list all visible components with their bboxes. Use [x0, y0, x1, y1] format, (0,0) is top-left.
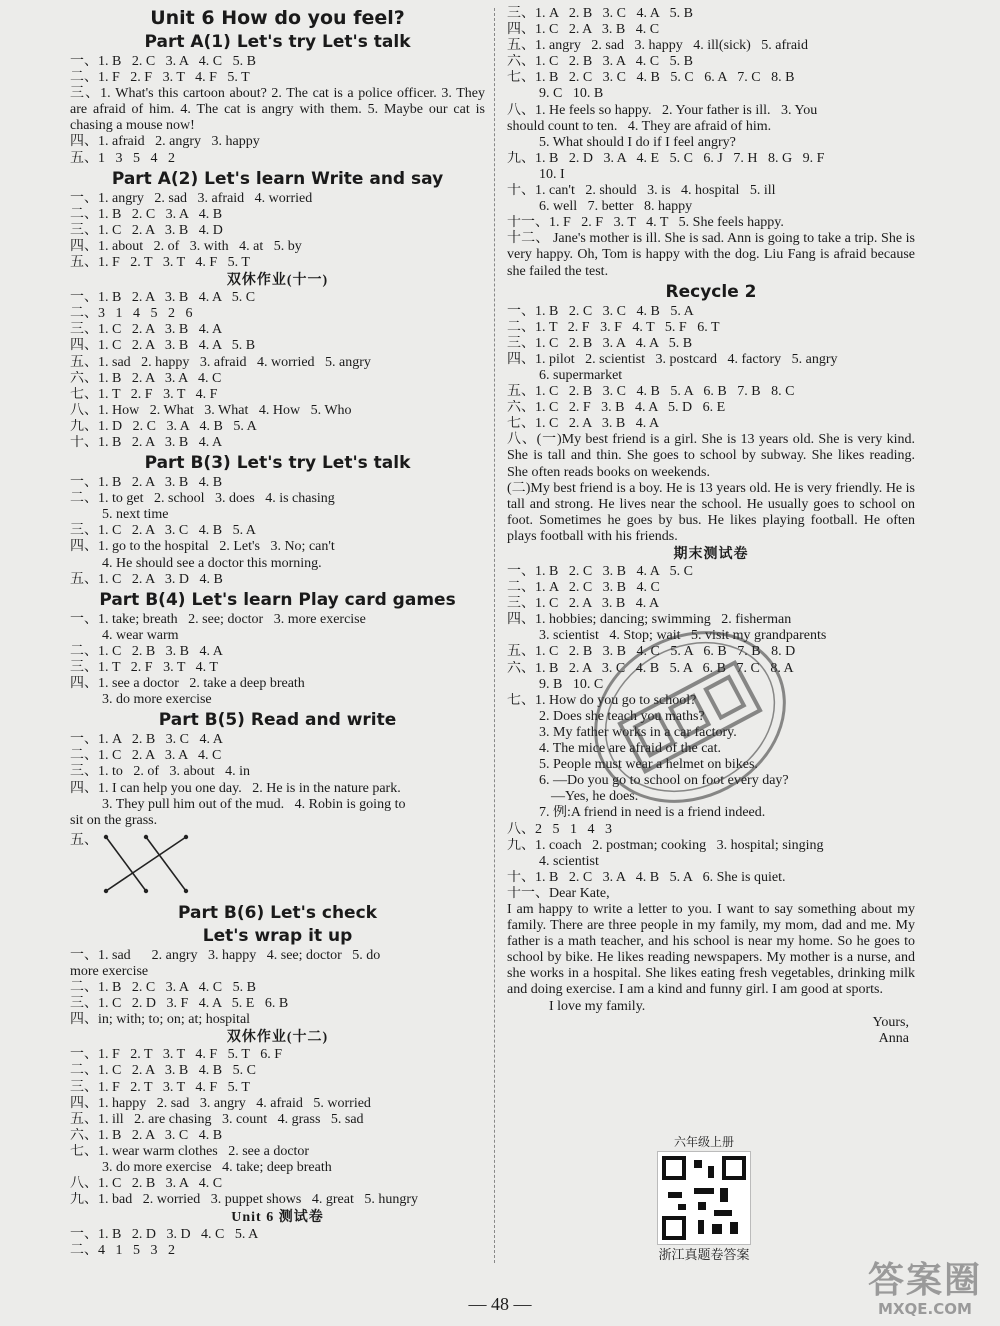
match-dot — [104, 889, 108, 893]
section-heading: Part B(5) Read and write — [158, 710, 397, 731]
answer-line: 四、1. go to the hospital 2. Let's 3. No; can't — [70, 539, 335, 555]
section-heading: Recycle 2 — [665, 281, 757, 302]
answer-line: 七、1. C 2. A 3. B 4. A — [507, 416, 660, 432]
watermark-main: 答案圈 — [867, 1260, 982, 1301]
qr-caption-bottom: 浙江真题卷答案 — [658, 1247, 750, 1262]
answer-line: 一、1. B 2. A 3. B 4. A 5. C — [70, 290, 256, 306]
answer-line: 七、1. T 2. F 3. T 4. F — [70, 386, 218, 402]
answer-line: 一、1. B 2. D 3. D 4. C 5. A — [70, 1227, 259, 1243]
letter-signoff: Yours, — [872, 1014, 909, 1030]
answer-line: 2. Does she teach you maths? — [539, 708, 705, 724]
answer-line: 二、1. F 2. F 3. T 4. F 5. T — [70, 70, 250, 86]
answer-line: 3. scientist 4. Stop; wait 5. visit my grandparents — [539, 628, 827, 644]
answer-line: 九、1. bad 2. worried 3. puppet shows 4. great 5. hungry — [70, 1192, 419, 1208]
answer-line: 3. They pull him out of the mud. 4. Robin is going to — [102, 796, 406, 812]
answer-line: 五、1 3 5 4 2 — [70, 150, 175, 166]
matching-lines — [96, 831, 266, 897]
answer-line: 五、1. angry 2. sad 3. happy 4. ill(sick) 5. afraid — [507, 38, 808, 54]
answer-line: sit on the grass. — [70, 812, 158, 828]
section-heading: Part B(4) Let's learn Play card games — [99, 589, 456, 610]
answer-line: 五、1. sad 2. happy 3. afraid 4. worried 5. angry — [70, 354, 371, 370]
match-dot — [184, 889, 188, 893]
answer-paragraph: I am happy to write a letter to you. I want to say something about my family. There are three people in my family, my mom, dad and me. My father is a math teacher, and his school is near my home. So he goes to school by bike. He likes reading newspapers. My mother is a nurse, and she works in a hospital. She likes eating fresh vegetables, drinking milk and doing exercise. I am a kind and funny girl. I am good at sports. — [507, 901, 915, 998]
qr-block — [645, 1135, 763, 1263]
answer-line: 4. The mice are afraid of the cat. — [539, 741, 722, 757]
answer-line: 4. He should see a doctor this morning. — [102, 555, 322, 571]
answer-line: 四、1. C 2. A 3. B 4. C — [507, 22, 660, 38]
answer-line: 三、1. F 2. T 3. T 4. F 5. T — [70, 1079, 250, 1095]
answer-line: 五、1. C 2. A 3. D 4. B — [70, 571, 223, 587]
answer-paragraph: (二)My best friend is a boy. He is 13 years old. He is very friendly. He is tall and strong. He lives near the school. He usually goes to school on foot. Sometimes he goes by bus. He likes playing football. He often plays football with his friends. — [507, 480, 915, 544]
page-number: — 48 — — [468, 1294, 532, 1314]
qr-caption-top: 六年级上册 — [673, 1135, 734, 1149]
answer-line: 3. do more exercise — [102, 692, 212, 708]
answer-line: 一、1. sad 2. angry 3. happy 4. see; doctor 5. do — [70, 947, 381, 963]
answer-line: 一、1. A 2. B 3. C 4. A — [70, 732, 223, 748]
answer-line: 一、1. F 2. T 3. T 4. F 5. T 6. F — [70, 1047, 282, 1063]
answer-line: 三、1. C 2. A 3. B 4. A — [70, 322, 223, 338]
answer-line: 三、1. C 2. A 3. B 4. A — [507, 596, 660, 612]
answer-line: 九、1. B 2. D 3. A 4. E 5. C 6. J 7. H 8. G 9. F — [507, 150, 825, 166]
answer-line: 3. do more exercise 4. take; deep breath — [102, 1159, 332, 1175]
answer-line: 三、1. to 2. of 3. about 4. in — [70, 764, 251, 780]
left-column — [70, 6, 485, 1259]
section-heading: Let's wrap it up — [202, 925, 353, 946]
answer-line: 八、1. He feels so happy. 2. Your father is ill. 3. You — [507, 102, 818, 118]
answer-line: 四、1. C 2. A 3. B 4. A 5. B — [70, 338, 256, 354]
answer-line: 一、1. take; breath 2. see; doctor 3. more exercise — [70, 611, 366, 627]
answer-line: 六、1. B 2. A 3. C 4. B 5. A 6. B 7. C 8. A — [507, 660, 794, 676]
answer-line: 四、1. hobbies; dancing; swimming 2. fisherman — [507, 612, 792, 628]
answer-line: 4. scientist — [539, 853, 599, 869]
answer-line: should count to ten. 4. They are afraid of him. — [507, 118, 772, 134]
answer-line: 十、1. can't 2. should 3. is 4. hospital 5. ill — [507, 183, 776, 199]
answer-line: 八、1. How 2. What 3. What 4. How 5. Who — [70, 402, 352, 418]
answer-line: 6. well 7. better 8. happy — [539, 199, 693, 215]
match-line — [106, 837, 146, 891]
answer-line: 九、1. D 2. C 3. A 4. B 5. A — [70, 418, 257, 434]
answer-paragraph: 十二、 Jane's mother is ill. She is sad. Ann is going to take a trip. She is very happy. Oh, Tom is happy with the dog. Liu Fang is afraid because she failed the test. — [507, 231, 915, 279]
answer-line: 十、1. B 2. A 3. B 4. A — [70, 434, 223, 450]
answer-line: 二、1. T 2. F 3. F 4. T 5. F 6. T — [507, 319, 720, 335]
answer-line: 三、1. C 2. A 3. B 4. D — [70, 222, 223, 238]
answer-line: 二、3 1 4 5 2 6 — [70, 306, 193, 322]
answer-line: 五、1. C 2. B 3. C 4. B 5. A 6. B 7. B 8. C — [507, 384, 795, 400]
answer-line: 5. People must wear a helmet on bikes. — [539, 757, 758, 773]
answer-line: 10. I — [539, 166, 565, 182]
column-divider — [494, 8, 495, 1263]
answer-line: 四、1. about 2. of 3. with 4. at 5. by — [70, 238, 302, 254]
match-dot — [144, 835, 148, 839]
answer-line: —Yes, he does. — [551, 789, 639, 805]
answer-line: 9. C 10. B — [539, 86, 604, 102]
right-column — [507, 6, 915, 1047]
answer-line: more exercise — [70, 963, 149, 979]
qr-code-image[interactable] — [657, 1151, 751, 1245]
section-heading: 双休作业(十一) — [226, 273, 329, 289]
answer-line: 9. B 10. C — [539, 676, 604, 692]
answer-line: 四、1. see a doctor 2. take a deep breath — [70, 676, 305, 692]
answer-line: 十一、1. F 2. F 3. T 4. T 5. She feels happy. — [507, 215, 784, 231]
answer-line: 四、1. happy 2. sad 3. angry 4. afraid 5. worried — [70, 1095, 371, 1111]
answer-line: 一、1. angry 2. sad 3. afraid 4. worried — [70, 190, 313, 206]
matching-diagram — [70, 829, 485, 901]
answer-line: 6. supermarket — [539, 367, 623, 383]
answer-line: 5. next time — [102, 507, 169, 523]
answer-line: 六、1. C 2. F 3. B 4. A 5. D 6. E — [507, 400, 726, 416]
section-heading: Unit 6 测试卷 — [231, 1210, 324, 1226]
watermark-sub: MXQE.COM — [878, 1300, 972, 1318]
answer-line: 五、1. C 2. B 3. B 4. C 5. A 6. B 7. B 8. D — [507, 644, 796, 660]
letter-signoff: Anna — [878, 1030, 909, 1046]
answer-line: I love my family. — [507, 998, 646, 1014]
answer-line: 二、4 1 5 3 2 — [70, 1243, 175, 1259]
answer-line: 3. My father works in a car factory. — [539, 724, 737, 740]
match-dot — [144, 889, 148, 893]
answer-line: 二、1. B 2. C 3. A 4. C 5. B — [70, 980, 256, 996]
answer-line: 三、1. T 2. F 3. T 4. T — [70, 660, 218, 675]
answer-line: 三、1. C 2. B 3. A 4. A 5. B — [507, 335, 693, 351]
section-heading: Part A(1) Let's try Let's talk — [144, 32, 411, 52]
answer-line: 八、1. C 2. B 3. A 4. C — [70, 1176, 223, 1192]
answer-line: 四、1. pilot 2. scientist 3. postcard 4. factory 5. angry — [507, 351, 838, 367]
answer-line: 三、1. C 2. A 3. C 4. B 5. A — [70, 523, 256, 539]
answer-line: 二、1. C 2. B 3. B 4. A — [70, 643, 223, 659]
answer-line: 三、1. C 2. D 3. F 4. A 5. E 6. B — [70, 996, 289, 1012]
answer-line: 一、1. B 2. C 3. B 4. A 5. C — [507, 564, 693, 579]
answer-line: 三、1. A 2. B 3. C 4. A 5. B — [507, 6, 693, 21]
unit-title: Unit 6 How do you feel? — [150, 7, 405, 29]
match-dot — [104, 835, 108, 839]
answer-line: 二、1. B 2. C 3. A 4. B — [70, 206, 223, 222]
answer-line: 五、1. ill 2. are chasing 3. count 4. grass 5. sad — [70, 1111, 364, 1127]
answer-line: 5. What should I do if I feel angry? — [539, 134, 736, 150]
match-dot — [184, 835, 188, 839]
answer-line: 四、1. afraid 2. angry 3. happy — [70, 134, 260, 150]
answer-line: 四、1. I can help you one day. 2. He is in the nature park. — [70, 780, 401, 796]
answer-line: 六、1. B 2. A 3. A 4. C — [70, 370, 222, 386]
answer-line: 七、1. How do you go to school? — [507, 692, 697, 708]
answer-paragraph: 三、1. What's this cartoon about? 2. The cat is a police officer. 3. They are afraid of him. 4. The cat is angry with them. 5. Maybe our cat is chasing a mouse now! — [70, 86, 485, 134]
answer-line: 4. wear warm — [102, 627, 179, 643]
answer-line: 二、1. C 2. A 3. B 4. B 5. C — [70, 1063, 256, 1079]
answer-line: 7. 例:A friend in need is a friend indeed. — [539, 805, 766, 821]
match-line — [106, 837, 186, 891]
answer-line: 十、1. B 2. C 3. A 4. B 5. A 6. She is quiet. — [507, 869, 786, 885]
match-line — [146, 837, 186, 891]
section-heading: Part B(6) Let's check — [178, 902, 377, 923]
section-heading: Part B(3) Let's try Let's talk — [144, 453, 411, 474]
watermark-logo — [868, 1262, 982, 1318]
answer-line: 一、1. B 2. C 3. A 4. C 5. B — [70, 54, 256, 69]
answer-line: 六、1. B 2. A 3. C 4. B — [70, 1127, 223, 1143]
answer-line: 七、1. wear warm clothes 2. see a doctor — [70, 1143, 310, 1159]
question-label: 五、 — [70, 832, 98, 848]
answer-line: 一、1. B 2. C 3. C 4. B 5. A — [507, 303, 694, 319]
answer-line: 四、in; with; to; on; at; hospital — [70, 1012, 251, 1028]
answer-line: 6. —Do you go to school on foot every day? — [539, 773, 789, 789]
answer-line: 五、1. F 2. T 3. T 4. F 5. T — [70, 255, 250, 271]
section-heading: 双休作业(十二) — [226, 1030, 329, 1046]
answer-line: 一、1. B 2. A 3. B 4. B — [70, 475, 223, 491]
answer-paragraph: 八、(一)My best friend is a girl. She is 13 years old. She is very kind. She is tall and thin. She goes to school by subway. She likes reading. She often reads books on weekends. — [507, 432, 915, 480]
answer-line: 九、1. coach 2. postman; cooking 3. hospital; singing — [507, 837, 824, 853]
answer-line: 六、1. C 2. B 3. A 4. C 5. B — [507, 54, 693, 70]
section-heading: 期末测试卷 — [673, 547, 749, 562]
answer-line: 七、1. B 2. C 3. C 4. B 5. C 6. A 7. C 8. B — [507, 70, 795, 86]
answer-line: 二、1. to get 2. school 3. does 4. is chasing — [70, 491, 335, 507]
answer-line: 二、1. C 2. A 3. A 4. C — [70, 748, 222, 764]
answer-line: 十一、Dear Kate, — [507, 885, 610, 901]
section-heading: Part A(2) Let's learn Write and say — [111, 168, 444, 189]
answer-line: 二、1. A 2. C 3. B 4. C — [507, 580, 660, 596]
answer-line: 八、2 5 1 4 3 — [507, 821, 612, 837]
